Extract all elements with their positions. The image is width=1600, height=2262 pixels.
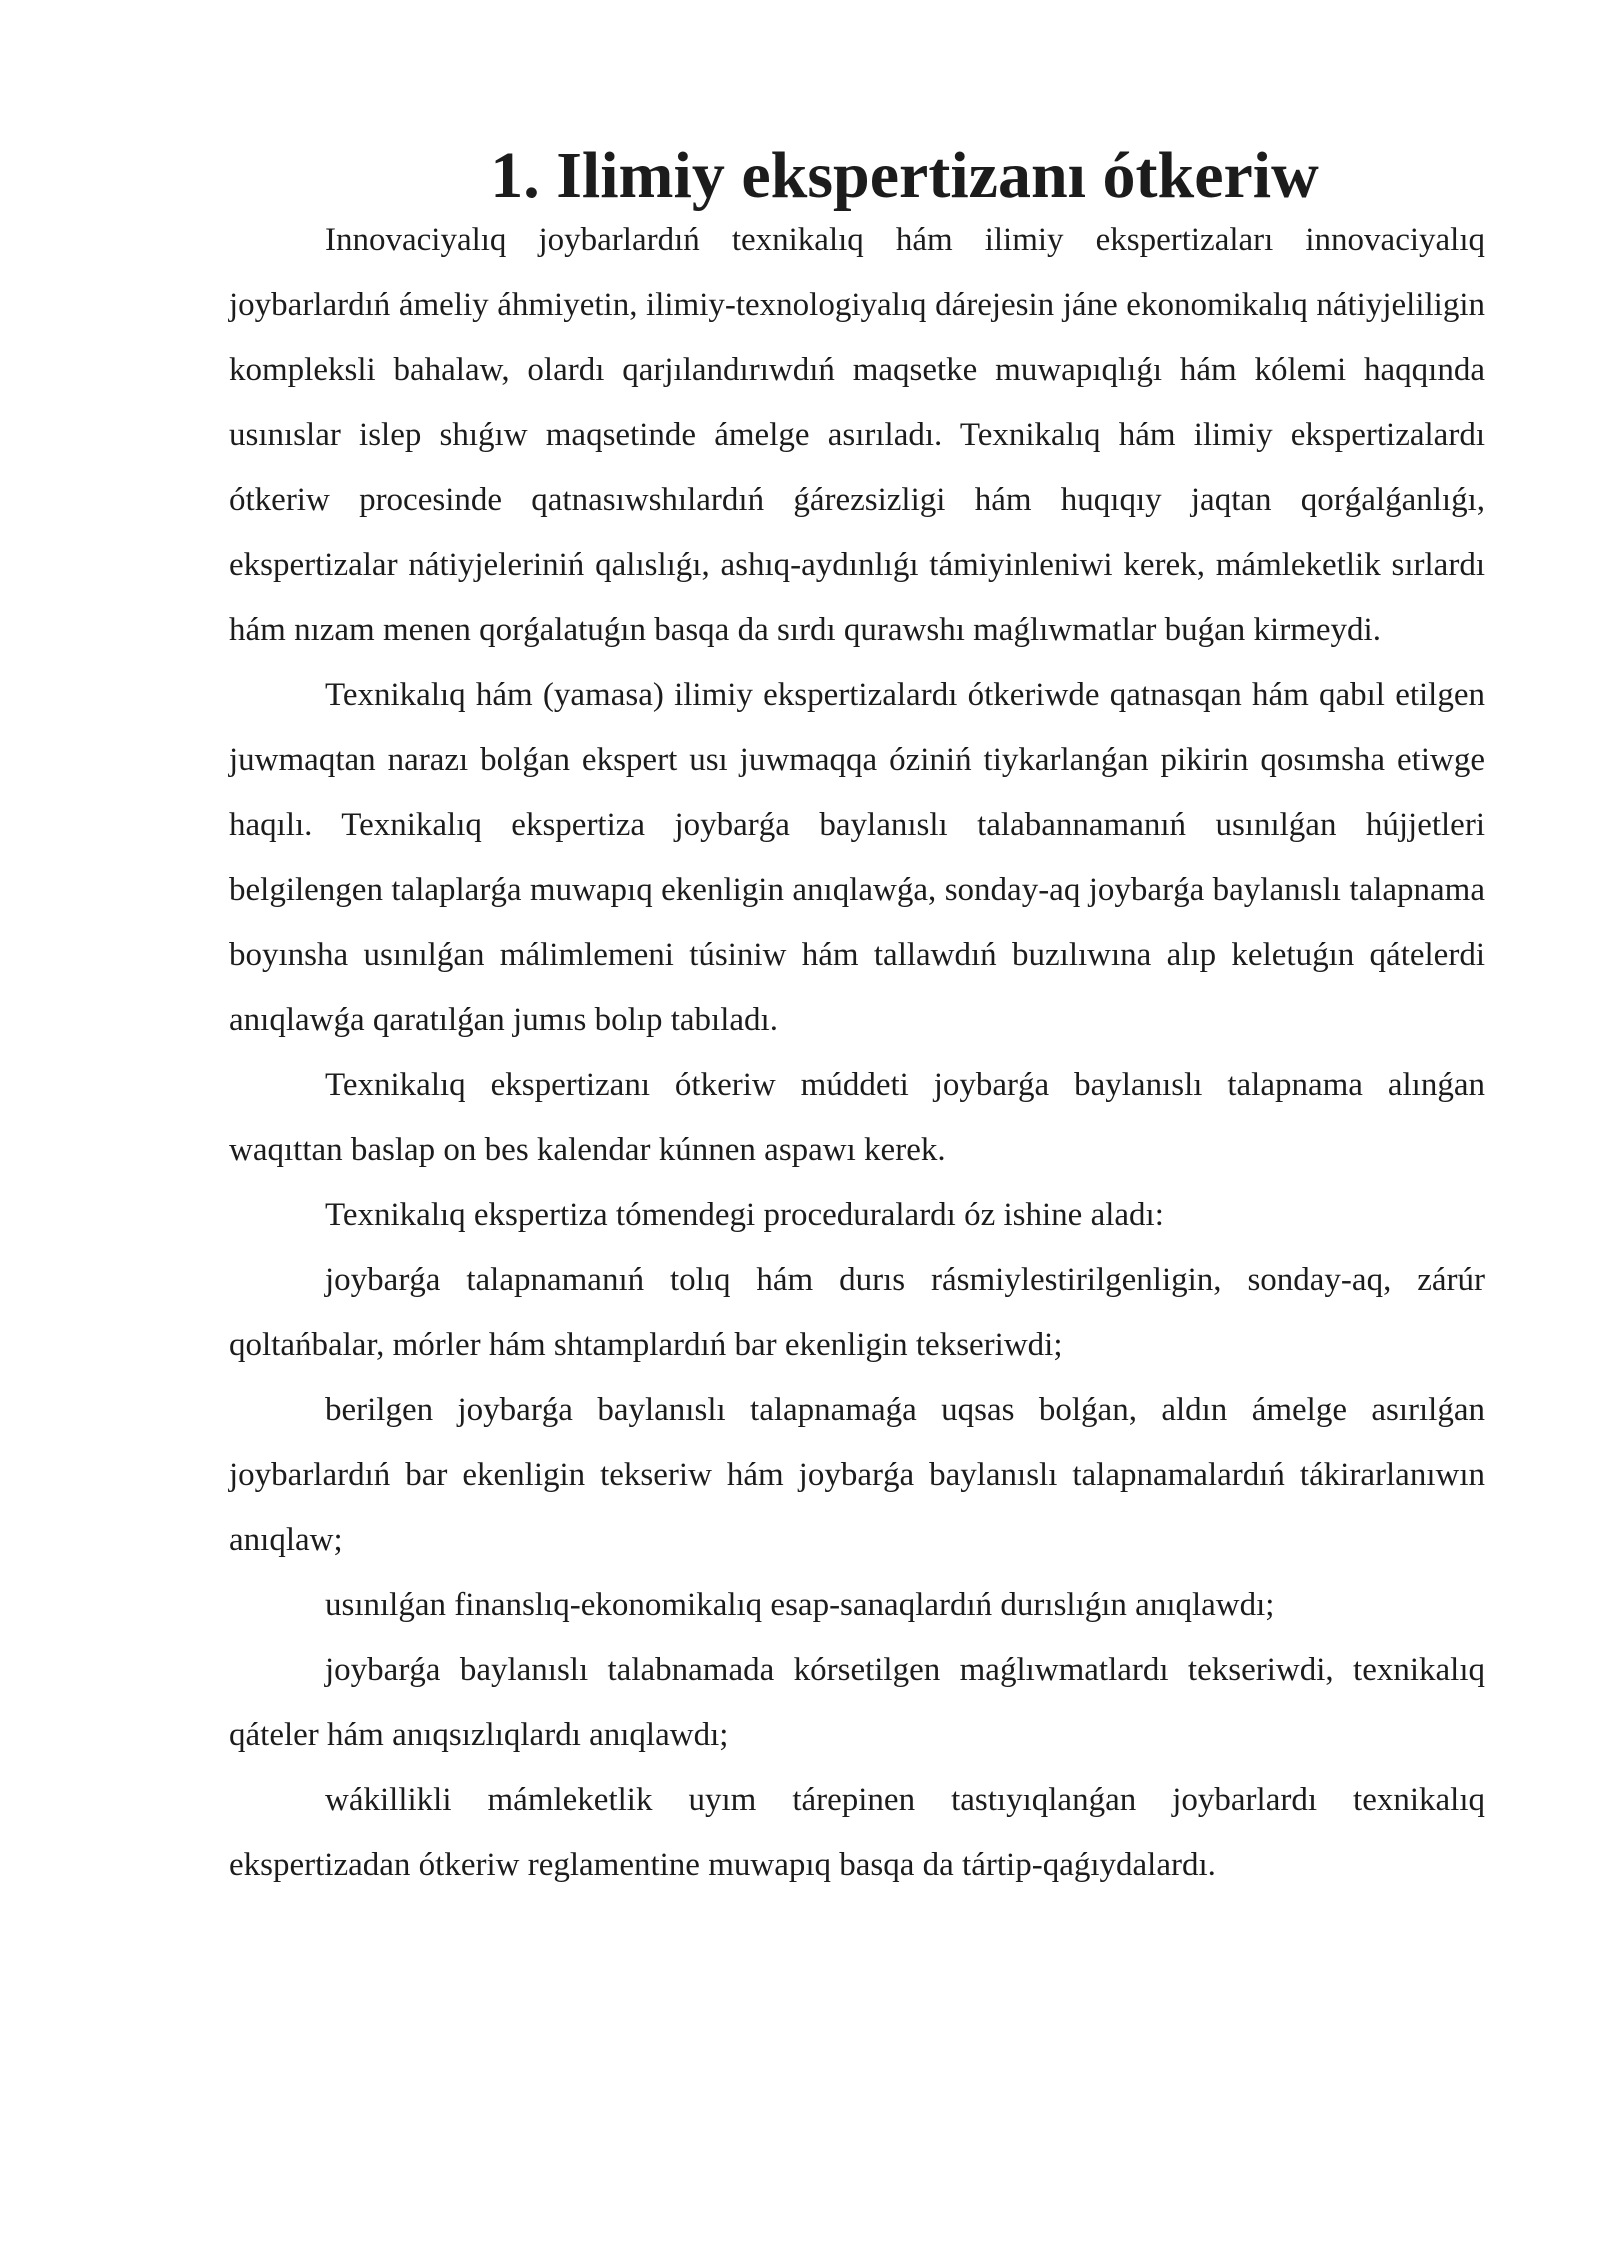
list-item-3: usınılǵan finanslıq-ekonomikalıq esap-sanaqlardıń durıslıǵın anıqlawdı;	[325, 1587, 1275, 1623]
paragraph-2: Texnikalıq hám (yamasa) ilimiy ekspertizalardı ótkeriwde qatnasqan hám qabıl etilgen juwmaqtan narazı bolǵan ekspert usı juwmaqqa óziniń tiykarlanǵan pikirin qosımsha etiwge haqılı. Texnikalıq ekspertiza joybarǵa baylanıslı talabannamanıń usınılǵan hújjetleri belgilengen talaplarǵa muwapıq ekenligin anıqlawǵa, sonday-aq joybarǵa baylanıslı talapnama boyınsha usınılǵan málimlemeni túsiniw hám tallawdıń buzılıwına alıp keletuǵın qátelerdi anıqlawǵa qaratılǵan jumıs bolıp tabıladı.	[229, 677, 1485, 1038]
section-heading: 1. Ilimiy ekspertizanı ótkeriw	[490, 139, 1319, 212]
document-page	[229, 139, 1485, 1898]
list-item-5: wákillikli mámleketlik uyım tárepinen tastıyıqlanǵan joybarlardı texnikalıq ekspertizadan ótkeriw reglamentine muwapıq basqa da tártip-qaǵıydalardı.	[229, 1782, 1485, 1883]
paragraph-1: Innovaciyalıq joybarlardıń texnikalıq hám ilimiy ekspertizaları innovaciyalıq joybarlardıń ámeliy áhmiyetin, ilimiy-texnologiyalıq dárejesin jáne ekonomikalıq nátiyjeliligin kompleksli bahalaw, olardı qarjılandırıwdıń maqsetke muwapıqlıǵı hám kólemi haqqında usınıslar islep shıǵıw maqsetinde ámelge asırıladı. Texnikalıq hám ilimiy ekspertizalardı ótkeriw procesinde qatnasıwshılardıń ǵárezsizligi hám huqıqıy jaqtan qorǵalǵanlıǵı, ekspertizalar nátiyjeleriniń qalıslıǵı, ashıq-aydınlıǵı támiyinleniwi kerek, mámleketlik sırlardı hám nızam menen qorǵalatuǵın basqa da sırdı qurawshı maǵlıwmatlar buǵan kirmeydi.	[229, 222, 1485, 648]
paragraph-3: Texnikalıq ekspertizanı ótkeriw múddeti joybarǵa baylanıslı talapnama alınǵan waqıttan baslap on bes kalendar kúnnen aspawı kerek.	[229, 1067, 1485, 1168]
list-item-4: joybarǵa baylanıslı talabnamada kórsetilgen maǵlıwmatlardı tekseriwdi, texnikalıq qáteler hám anıqsızlıqlardı anıqlawdı;	[229, 1652, 1485, 1753]
list-item-1: joybarǵa talapnamanıń tolıq hám durıs rásmiylestirilgenligin, sonday-aq, zárúr qoltańbalar, mórler hám shtamplardıń bar ekenligin tekseriwdi;	[229, 1262, 1485, 1363]
paragraph-4: Texnikalıq ekspertiza tómendegi proceduralardı óz ishine aladı:	[325, 1197, 1164, 1233]
list-item-2: berilgen joybarǵa baylanıslı talapnamaǵa uqsas bolǵan, aldın ámelge asırılǵan joybarlardıń bar ekenligin tekseriw hám joybarǵa baylanıslı talapnamalardıń tákirarlanıwın anıqlaw;	[229, 1392, 1485, 1558]
